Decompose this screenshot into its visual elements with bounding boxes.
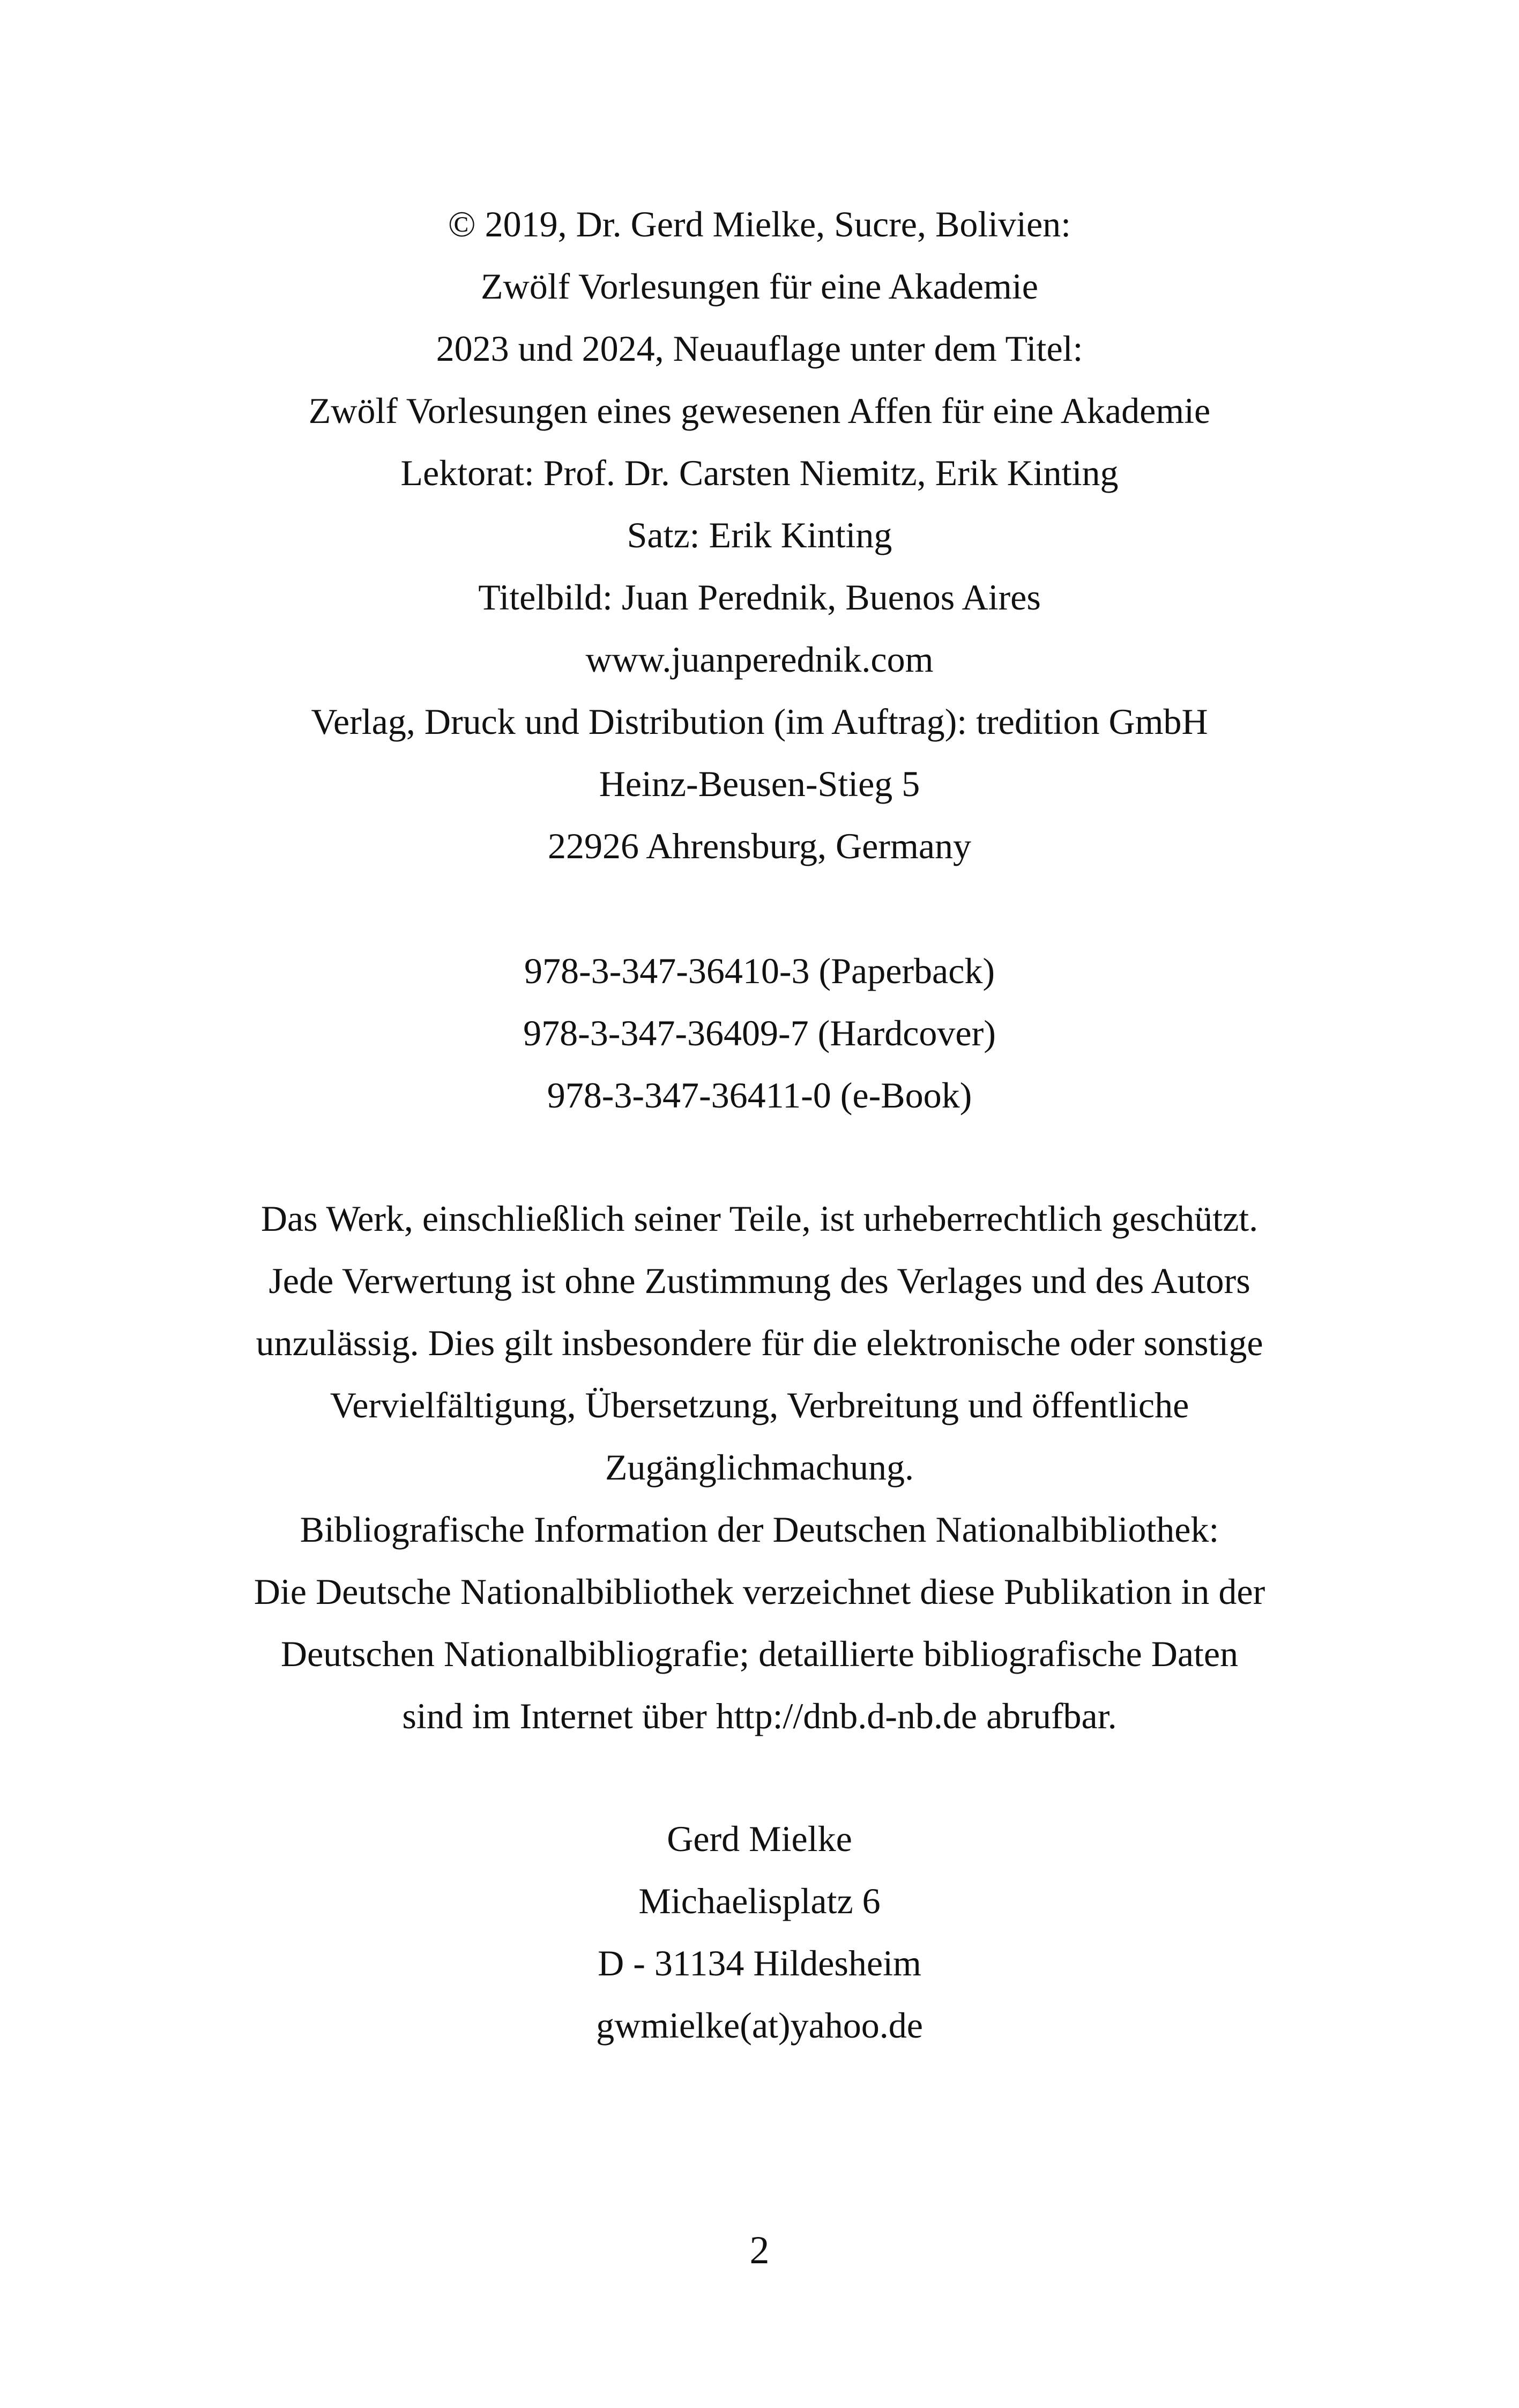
imprint-block (0, 193, 1519, 877)
imprint-line: Verlag, Druck und Distribution (im Auftrag): tredition GmbH (311, 701, 1208, 742)
isbn-line: 978-3-347-36411-0 (e-Book) (547, 1075, 972, 1116)
rights-line: Deutschen Nationalbibliografie; detaillierte bibliografische Daten (280, 1633, 1239, 1674)
author-line: Gerd Mielke (667, 1818, 852, 1859)
rights-line: Zugänglichmachung. (605, 1447, 914, 1488)
imprint-line: Heinz-Beusen-Stieg 5 (599, 763, 920, 804)
rights-line: sind im Internet über http://dnb.d-nb.de abrufbar. (402, 1696, 1117, 1736)
imprint-line: 2023 und 2024, Neuauflage unter dem Titel: (436, 328, 1083, 369)
imprint-line: Lektorat: Prof. Dr. Carsten Niemitz, Erik Kinting (400, 452, 1119, 493)
rights-line: Die Deutsche Nationalbibliothek verzeichnet diese Publikation in der (254, 1571, 1265, 1612)
imprint-line: Satz: Erik Kinting (627, 515, 892, 555)
rights-line: Vervielfältigung, Übersetzung, Verbreitung und öffentliche (330, 1385, 1189, 1425)
rights-line: Das Werk, einschließlich seiner Teile, ist urheberrechtlich geschützt. (260, 1198, 1259, 1239)
imprint-line: 22926 Ahrensburg, Germany (547, 826, 972, 866)
rights-line: unzulässig. Dies gilt insbesondere für die elektronische oder sonstige (256, 1322, 1263, 1363)
author-line: Michaelisplatz 6 (638, 1881, 881, 1921)
rights-notice-block (0, 1187, 1519, 1747)
imprint-line: Zwölf Vorlesungen für eine Akademie (481, 266, 1038, 307)
imprint-line: Zwölf Vorlesungen eines gewesenen Affen für eine Akademie (308, 390, 1211, 431)
author-address-block (0, 1808, 1519, 2056)
author-line: gwmielke(at)yahoo.de (596, 2005, 923, 2046)
imprint-line: © 2019, Dr. Gerd Mielke, Sucre, Bolivien: (448, 204, 1071, 244)
author-line: D - 31134 Hildesheim (598, 1943, 921, 1983)
imprint-line: www.juanperednik.com (585, 639, 934, 680)
imprint-line: Titelbild: Juan Perednik, Buenos Aires (478, 577, 1041, 618)
rights-line: Bibliografische Information der Deutschen Nationalbibliothek: (300, 1509, 1219, 1550)
isbn-line: 978-3-347-36409-7 (Hardcover) (523, 1013, 996, 1053)
rights-line: Jede Verwertung ist ohne Zustimmung des Verlages und des Autors (269, 1260, 1250, 1301)
page-number: 2 (749, 2228, 770, 2272)
isbn-line: 978-3-347-36410-3 (Paperback) (524, 950, 995, 991)
isbn-block (0, 940, 1519, 1126)
